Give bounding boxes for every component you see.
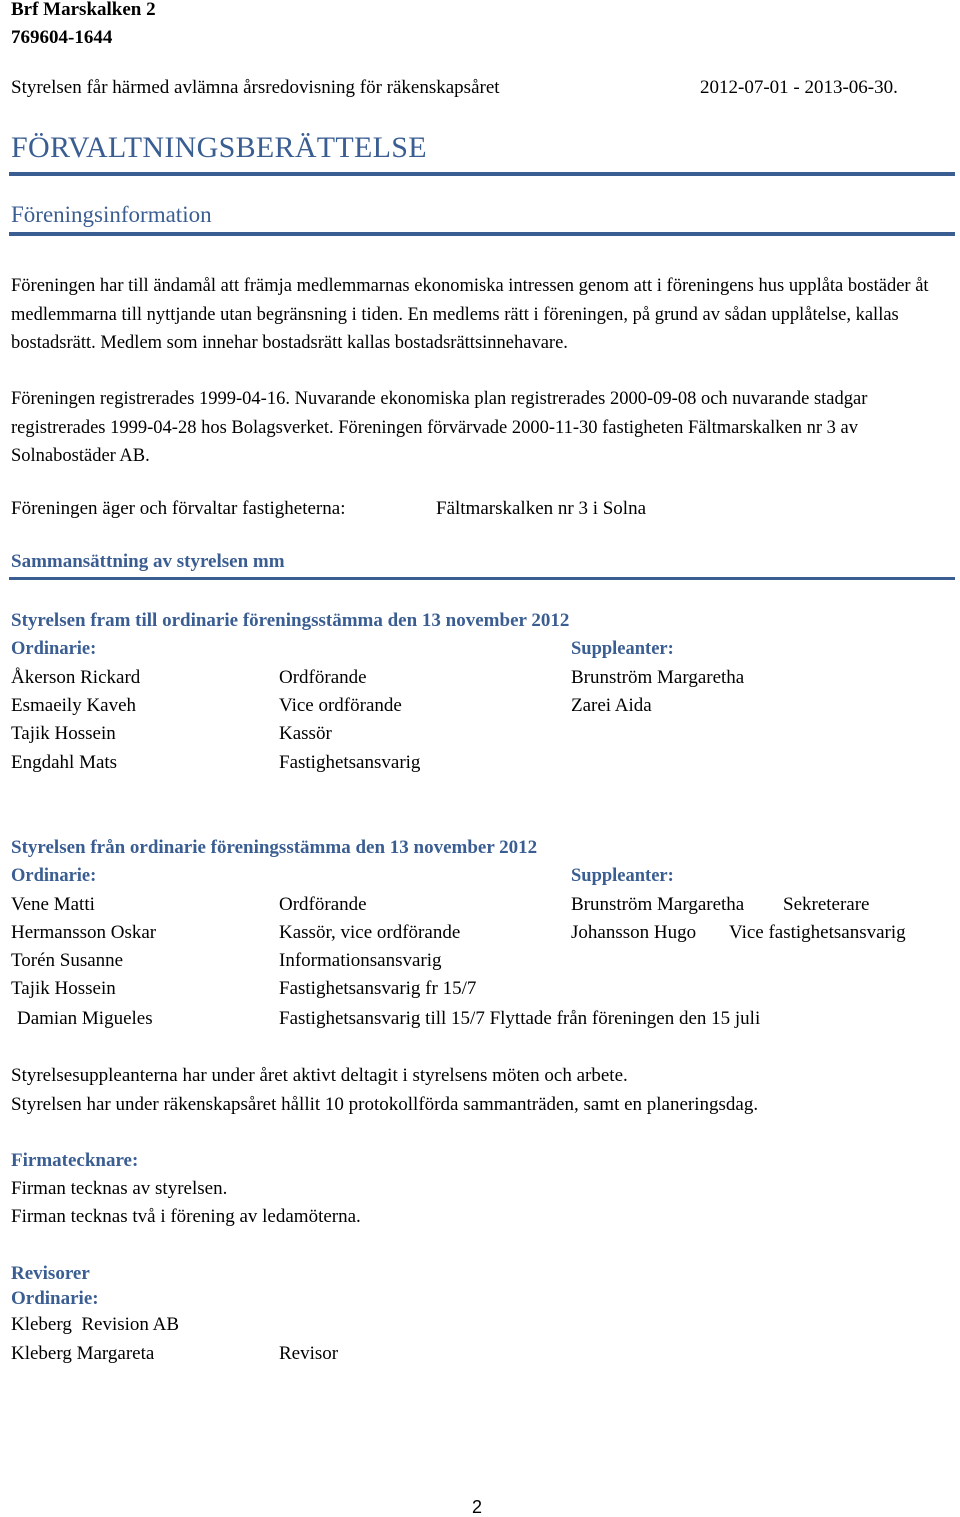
ordinarie-label: Ordinarie:	[11, 639, 97, 659]
member-role: Vice ordförande	[279, 695, 402, 716]
purpose-paragraph: Föreningen har till ändamål att främja medlemmarnas ekonomiska intressen genom att i föreningens hus upplåta bostäder åt medlemmarna till nyttjande utan begränsning i tiden. En medlems rätt i föreningen, på grund av sådan upplåtelse, kallas bostadsrätt. Medlem som innehar bostadsrätt kallas bostadsrättsinnehavare.	[11, 276, 929, 353]
auditors-heading: Revisorer	[11, 1263, 90, 1284]
deputy-name: Brunström Margaretha	[571, 894, 745, 915]
member-name: Damian Migueles	[17, 1008, 153, 1029]
member-name: Åkerson Rickard	[11, 667, 141, 688]
section-title-board: Sammansättning av styrelsen mm	[11, 551, 285, 572]
signatories-line: Firman tecknas av styrelsen.	[11, 1178, 228, 1199]
auditor-name: Kleberg Margareta	[11, 1343, 155, 1364]
member-name: Tajik Hossein	[11, 978, 116, 999]
board-after-heading: Styrelsen från ordinarie föreningsstämma den 13 november 2012	[11, 837, 538, 858]
deputies-note: Styrelsesuppleanterna har under året aktivt deltagit i styrelsens möten och arbete.	[11, 1065, 628, 1086]
deputy-role: Vice fastighetsansvarig	[729, 922, 906, 943]
page-number: 2	[472, 1497, 483, 1517]
member-name: Torén Susanne	[11, 950, 124, 971]
section-divider	[9, 232, 955, 236]
signatories-heading: Firmatecknare:	[11, 1150, 139, 1171]
member-name: Engdahl Mats	[11, 752, 118, 773]
member-name: Vene Matti	[11, 894, 95, 915]
deputy-name: Zarei Aida	[571, 695, 652, 716]
intro-text: Styrelsen får härmed avlämna årsredovisning för räkenskapsåret	[11, 77, 500, 98]
main-title: FÖRVALTNINGSBERÄTTELSE	[11, 131, 427, 164]
auditors-ordinarie-label: Ordinarie:	[11, 1288, 99, 1309]
suppleanter-label: Suppleanter:	[571, 866, 674, 886]
member-name: Tajik Hossein	[11, 723, 116, 744]
meetings-note: Styrelsen har under räkenskapsåret hållit 10 protokollförda sammanträden, samt en planeringsdag.	[11, 1094, 759, 1115]
member-name: Esmaeily Kaveh	[11, 695, 137, 716]
member-role: Ordförande	[279, 894, 367, 915]
section-title-info: Föreningsinformation	[11, 202, 212, 227]
auditor-name: Kleberg Revision AB	[11, 1314, 180, 1335]
member-role: Ordförande	[279, 667, 367, 688]
board-before-heading: Styrelsen fram till ordinarie föreningsstämma den 13 november 2012	[11, 610, 570, 631]
deputy-name: Brunström Margaretha	[571, 667, 745, 688]
ordinarie-label: Ordinarie:	[11, 866, 97, 886]
organization-number: 769604-1644	[11, 27, 113, 48]
member-role: Informationsansvarig	[279, 950, 442, 971]
member-role: Fastighetsansvarig till 15/7 Flyttade från föreningen den 15 juli	[279, 1008, 761, 1029]
member-role: Fastighetsansvarig fr 15/7	[279, 978, 477, 999]
suppleanter-label: Suppleanter:	[571, 639, 674, 659]
property-value: Fältmarskalken nr 3 i Solna	[436, 498, 647, 519]
auditor-role: Revisor	[279, 1343, 339, 1364]
title-divider	[9, 172, 955, 176]
section-divider	[9, 577, 955, 580]
member-role: Kassör, vice ordförande	[279, 922, 461, 943]
member-role: Fastighetsansvarig	[279, 752, 421, 773]
property-label: Föreningen äger och förvaltar fastigheterna:	[11, 498, 346, 519]
signatories-line: Firman tecknas två i förening av ledamöterna.	[11, 1206, 361, 1227]
deputy-role: Sekreterare	[783, 894, 870, 915]
fiscal-period: 2012-07-01 - 2013-06-30.	[700, 77, 898, 98]
member-role: Kassör	[279, 723, 332, 744]
registration-paragraph: Föreningen registrerades 1999-04-16. Nuvarande ekonomiska plan registrerades 2000-09-08 och nuvarande stadgar registrerades 1999-04-28 hos Bolagsverket. Föreningen förvärvade 2000-11-30 fastigheten Fältmarskalken nr 3 av Solnabostäder AB.	[11, 389, 868, 466]
deputy-name: Johansson Hugo	[571, 922, 697, 943]
member-name: Hermansson Oskar	[11, 922, 157, 943]
organization-name: Brf Marskalken 2	[11, 0, 156, 20]
